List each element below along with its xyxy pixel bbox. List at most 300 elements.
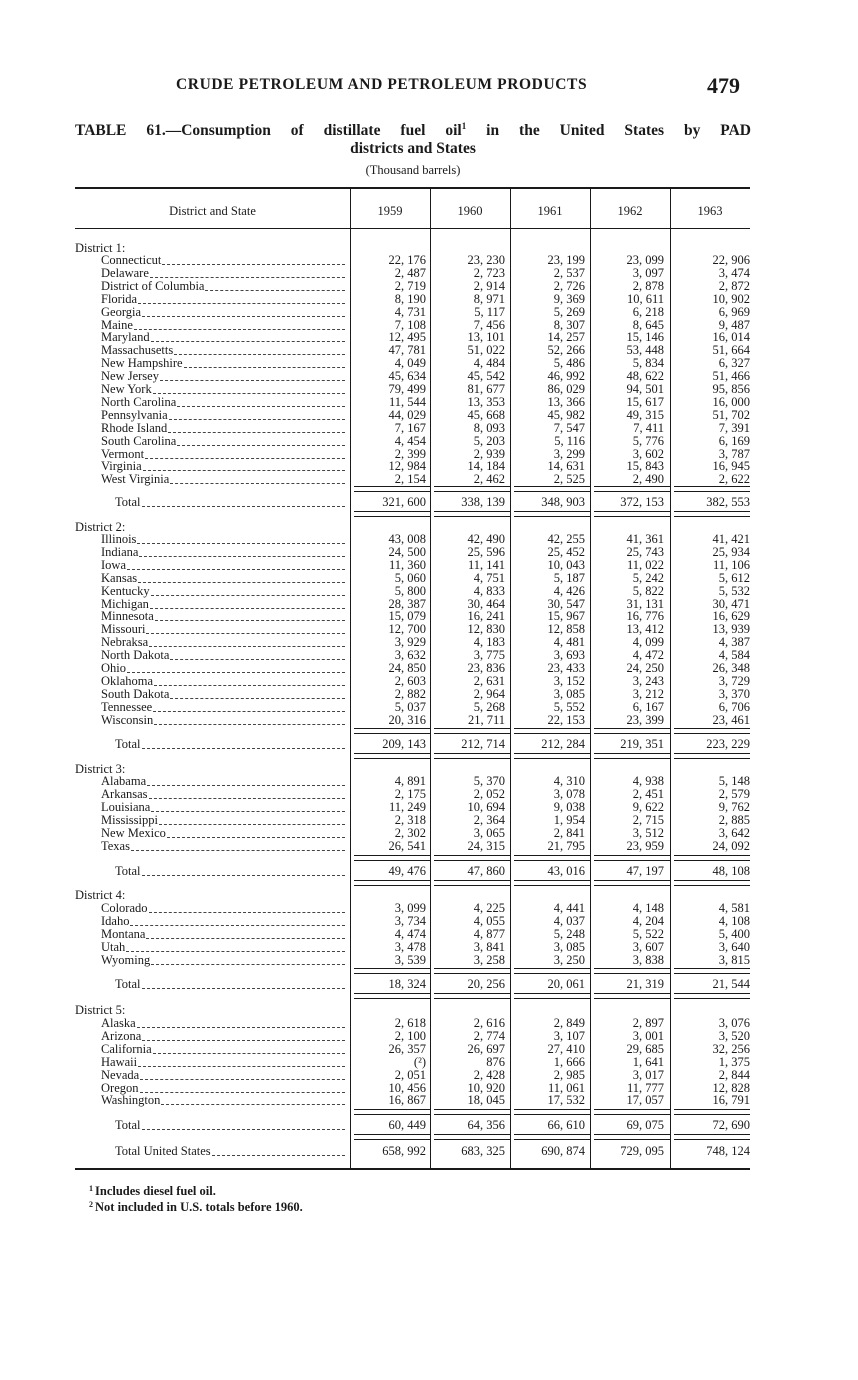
table-cell: 9, 487 bbox=[718, 317, 750, 332]
table-cell: 6, 169 bbox=[718, 433, 750, 448]
dot-leader bbox=[153, 383, 345, 394]
row-label: Vermont bbox=[101, 447, 145, 461]
dot-leader bbox=[154, 675, 345, 686]
table-cell: 13, 366 bbox=[547, 394, 585, 409]
table-row bbox=[101, 422, 346, 435]
row-label: Iowa bbox=[101, 558, 126, 572]
double-rule bbox=[514, 855, 590, 861]
table-cell: 12, 495 bbox=[388, 330, 426, 345]
table-row bbox=[101, 902, 346, 915]
row-label: Washington bbox=[101, 1094, 161, 1108]
row-label: Maine bbox=[101, 318, 133, 332]
row-label: New Jersey bbox=[101, 370, 159, 384]
table-cell: 18, 045 bbox=[467, 1093, 505, 1108]
total-cell: 338, 139 bbox=[461, 495, 505, 509]
table-row bbox=[101, 370, 346, 383]
table-cell: 4, 472 bbox=[632, 648, 664, 663]
row-label: North Carolina bbox=[101, 395, 177, 409]
dot-leader bbox=[140, 1069, 345, 1080]
table-cell: 2, 849 bbox=[553, 1016, 585, 1030]
row-label: Florida bbox=[101, 292, 138, 306]
table-cell: 3, 258 bbox=[473, 952, 505, 967]
row-label: New Hampshire bbox=[101, 357, 183, 371]
table-row bbox=[101, 941, 346, 954]
table-cell: 2, 964 bbox=[473, 686, 505, 701]
table-cell: 4, 099 bbox=[632, 635, 664, 650]
table-cell: 24, 500 bbox=[388, 544, 426, 559]
grand-total-cell: 683, 325 bbox=[461, 1144, 505, 1158]
table-cell: 7, 108 bbox=[394, 317, 426, 332]
table-cell: 21, 795 bbox=[547, 838, 585, 853]
table-cell: 22, 153 bbox=[547, 712, 585, 727]
table-cell: 2, 399 bbox=[394, 446, 426, 461]
double-rule bbox=[594, 968, 670, 974]
dot-leader bbox=[134, 319, 345, 330]
table-title-part-a: TABLE 61.—Consumption of distillate fuel oil bbox=[75, 122, 462, 139]
double-rule bbox=[674, 1109, 750, 1115]
table-cell: 25, 743 bbox=[626, 544, 664, 559]
table-cell: 2, 525 bbox=[553, 472, 585, 487]
table-cell: 2, 154 bbox=[394, 472, 426, 487]
total-row bbox=[115, 738, 346, 751]
table-cell: 25, 452 bbox=[547, 544, 585, 559]
double-rule bbox=[594, 880, 670, 886]
column-header-year: 1962 bbox=[617, 204, 643, 218]
table-cell: 81, 677 bbox=[467, 382, 505, 396]
table-cell: 5, 203 bbox=[473, 433, 505, 448]
table-cell: 43, 008 bbox=[388, 532, 426, 546]
total-cell: 382, 553 bbox=[706, 495, 750, 509]
table-cell: 16, 241 bbox=[467, 609, 505, 624]
table-row bbox=[101, 915, 346, 928]
table-row bbox=[101, 636, 346, 649]
double-rule bbox=[354, 993, 430, 999]
row-label: Massachusetts bbox=[101, 344, 174, 358]
table-row bbox=[101, 598, 346, 611]
table-row bbox=[101, 928, 346, 941]
table-row bbox=[101, 688, 346, 701]
table-cell: 22, 906 bbox=[712, 253, 750, 267]
table-row bbox=[101, 460, 346, 473]
table-cell: 4, 584 bbox=[718, 648, 750, 663]
table-cell: 10, 902 bbox=[712, 291, 750, 306]
table-cell: 24, 092 bbox=[712, 838, 750, 853]
dot-leader bbox=[140, 1082, 346, 1093]
table-cell: 23, 433 bbox=[547, 661, 585, 675]
grand-total-cell: 690, 874 bbox=[541, 1144, 585, 1158]
row-label: Rhode Island bbox=[101, 421, 168, 435]
table-row bbox=[101, 533, 346, 546]
column-header-year: 1959 bbox=[377, 204, 403, 218]
double-rule bbox=[354, 486, 430, 492]
table-cell: 3, 729 bbox=[718, 673, 750, 688]
dot-leader bbox=[137, 1017, 345, 1028]
table-row bbox=[101, 1017, 346, 1030]
dot-leader bbox=[142, 738, 345, 749]
table-cell: 2, 175 bbox=[394, 786, 426, 801]
table-cell: 15, 843 bbox=[626, 459, 664, 474]
dot-leader bbox=[169, 409, 345, 420]
dot-leader bbox=[138, 1056, 345, 1067]
table-cell: 45, 634 bbox=[388, 369, 426, 384]
row-label: District 2: bbox=[75, 521, 126, 534]
table-row bbox=[101, 280, 346, 293]
dot-leader bbox=[138, 572, 345, 583]
total-cell: 60, 449 bbox=[388, 1118, 426, 1132]
double-rule bbox=[514, 753, 590, 759]
row-label: California bbox=[101, 1042, 152, 1056]
table-cell: 26, 348 bbox=[712, 661, 750, 675]
row-label: South Carolina bbox=[101, 434, 177, 448]
table-cell: 86, 029 bbox=[547, 382, 585, 396]
table-cell: 3, 640 bbox=[718, 939, 750, 954]
table-row bbox=[101, 623, 346, 636]
total-cell: 47, 860 bbox=[467, 864, 505, 878]
table-cell: 24, 315 bbox=[467, 838, 505, 853]
footnote-1: $^1$ Includes diesel fuel oil. bbox=[89, 1184, 216, 1198]
dot-leader bbox=[149, 788, 345, 799]
table-cell: 2, 318 bbox=[394, 812, 426, 827]
table-cell: 12, 830 bbox=[467, 622, 505, 637]
table-cell: 11, 106 bbox=[712, 557, 750, 572]
total-cell: 64, 356 bbox=[467, 1118, 505, 1132]
table-cell: 42, 490 bbox=[467, 532, 505, 546]
row-label: Wisconsin bbox=[101, 713, 154, 727]
dot-leader bbox=[170, 688, 345, 699]
row-label: District 3: bbox=[75, 763, 126, 776]
footnotes bbox=[89, 1182, 303, 1214]
double-rule bbox=[674, 511, 750, 517]
table-cell: 3, 078 bbox=[553, 786, 585, 801]
total-cell: 72, 690 bbox=[712, 1118, 750, 1132]
dot-leader bbox=[149, 636, 345, 647]
table-cell: 3, 250 bbox=[553, 952, 585, 967]
table-cell: 7, 456 bbox=[473, 317, 505, 332]
table-cell: 2, 939 bbox=[473, 446, 505, 461]
table-cell: 28, 387 bbox=[388, 596, 426, 611]
table-cell: 3, 841 bbox=[473, 939, 505, 954]
table-cell: 2, 841 bbox=[553, 825, 585, 840]
table-row bbox=[101, 701, 346, 714]
total-cell: 21, 544 bbox=[712, 977, 750, 991]
table-cell: 2, 774 bbox=[473, 1028, 505, 1043]
row-label: Illinois bbox=[101, 533, 137, 546]
column-rule bbox=[670, 189, 671, 1168]
table-cell: 10, 920 bbox=[467, 1080, 505, 1095]
dot-leader bbox=[160, 370, 345, 381]
table-cell: 23, 099 bbox=[626, 253, 664, 267]
table-cell: 2, 616 bbox=[473, 1016, 505, 1030]
dot-leader bbox=[167, 827, 345, 838]
table-cell: 2, 882 bbox=[394, 686, 426, 701]
table-cell: 5, 532 bbox=[718, 583, 750, 598]
table-row bbox=[101, 306, 346, 319]
double-rule bbox=[514, 728, 590, 734]
total-cell: 321, 600 bbox=[382, 495, 426, 509]
dot-leader bbox=[151, 801, 345, 812]
table-cell: 2, 487 bbox=[394, 265, 426, 280]
table-cell: 2, 051 bbox=[394, 1067, 426, 1082]
table-cell: 4, 441 bbox=[553, 901, 585, 915]
row-label: Louisiana bbox=[101, 800, 151, 814]
table-cell: 3, 474 bbox=[718, 265, 750, 280]
table-cell: 41, 361 bbox=[626, 532, 664, 546]
table-row bbox=[101, 1069, 346, 1082]
row-label: Total bbox=[115, 496, 141, 509]
table-cell: 1, 641 bbox=[632, 1054, 664, 1069]
row-label: Utah bbox=[101, 940, 126, 954]
table-cell: 52, 266 bbox=[547, 343, 585, 358]
table-cell: 2, 428 bbox=[473, 1067, 505, 1082]
table-cell: 2, 052 bbox=[473, 786, 505, 801]
table-cell: 11, 544 bbox=[388, 394, 426, 409]
double-rule bbox=[434, 511, 510, 517]
double-rule bbox=[514, 1109, 590, 1115]
grand-total-cell: 729, 095 bbox=[620, 1144, 664, 1158]
table-cell: 1, 954 bbox=[553, 812, 585, 827]
table-cell: 6, 706 bbox=[718, 699, 750, 714]
double-rule bbox=[434, 993, 510, 999]
table-cell: 30, 464 bbox=[467, 596, 505, 611]
double-rule bbox=[594, 511, 670, 517]
table-cell: 5, 242 bbox=[632, 570, 664, 585]
table-cell: 45, 668 bbox=[467, 407, 505, 422]
table-cell: 4, 387 bbox=[718, 635, 750, 650]
row-label: Wyoming bbox=[101, 953, 151, 967]
table-row bbox=[101, 357, 346, 370]
table-cell: 14, 631 bbox=[547, 459, 585, 474]
table-cell: 7, 547 bbox=[553, 420, 585, 435]
total-cell: 219, 351 bbox=[620, 737, 664, 751]
double-rule bbox=[674, 880, 750, 886]
dot-leader bbox=[142, 1030, 345, 1041]
row-label: West Virginia bbox=[101, 473, 170, 487]
table-cell: 5, 552 bbox=[553, 699, 585, 714]
dot-leader bbox=[170, 649, 345, 660]
table-top-rule bbox=[75, 187, 750, 189]
table-cell: 11, 141 bbox=[467, 557, 505, 572]
double-rule bbox=[514, 511, 590, 517]
table-cell: 45, 542 bbox=[467, 369, 505, 384]
row-label: Arizona bbox=[101, 1029, 142, 1043]
table-cell: 4, 938 bbox=[632, 774, 664, 788]
column-rule bbox=[510, 189, 511, 1168]
total-cell: 43, 016 bbox=[547, 864, 585, 878]
table-cell: 2, 723 bbox=[473, 265, 505, 280]
double-rule bbox=[434, 486, 510, 492]
table-cell: 3, 243 bbox=[632, 673, 664, 688]
table-cell: 3, 001 bbox=[632, 1028, 664, 1043]
dot-leader bbox=[162, 254, 345, 265]
table-title-part-b: in the United States by PAD bbox=[466, 122, 751, 139]
table-cell: 8, 645 bbox=[632, 317, 664, 332]
table-cell: 3, 693 bbox=[553, 648, 585, 663]
dot-leader bbox=[146, 928, 345, 939]
table-cell: 3, 478 bbox=[394, 939, 426, 954]
row-label: Total bbox=[115, 738, 141, 751]
table-cell: 4, 454 bbox=[394, 433, 426, 448]
table-cell: 17, 057 bbox=[626, 1093, 664, 1108]
table-cell: 20, 316 bbox=[388, 712, 426, 727]
table-cell: 4, 204 bbox=[632, 913, 664, 928]
row-label: Alaska bbox=[101, 1017, 136, 1030]
table-cell: 4, 474 bbox=[394, 926, 426, 941]
row-label: New Mexico bbox=[101, 826, 166, 840]
table-cell: 5, 776 bbox=[632, 433, 664, 448]
dot-leader bbox=[145, 448, 345, 459]
table-cell: 2, 631 bbox=[473, 673, 505, 688]
table-row bbox=[101, 1094, 346, 1107]
table-cell: 10, 043 bbox=[547, 557, 585, 572]
table-cell: 2, 715 bbox=[632, 812, 664, 827]
double-rule bbox=[594, 1109, 670, 1115]
dot-leader bbox=[154, 714, 345, 725]
table-cell: 3, 512 bbox=[632, 825, 664, 840]
table-cell: 3, 734 bbox=[394, 913, 426, 928]
table-cell: 5, 148 bbox=[718, 774, 750, 788]
column-header-year: 1960 bbox=[457, 204, 483, 218]
table-cell: 24, 850 bbox=[388, 661, 426, 675]
row-label: District 4: bbox=[75, 889, 126, 902]
total-cell: 47, 197 bbox=[626, 864, 664, 878]
table-row bbox=[101, 473, 346, 486]
table-cell: 27, 410 bbox=[547, 1041, 585, 1056]
table-title-line2: districts and States bbox=[350, 140, 476, 157]
table-cell: 15, 967 bbox=[547, 609, 585, 624]
table-cell: 51, 702 bbox=[712, 407, 750, 422]
table-cell: 3, 520 bbox=[718, 1028, 750, 1043]
table-cell: 25, 934 bbox=[712, 544, 750, 559]
table-row bbox=[101, 775, 346, 788]
dot-leader bbox=[149, 902, 345, 913]
table-cell: 2, 878 bbox=[632, 278, 664, 293]
row-label: Georgia bbox=[101, 305, 142, 319]
table-cell: 5, 800 bbox=[394, 583, 426, 598]
table-cell: 53, 448 bbox=[626, 343, 664, 358]
table-cell: 2, 622 bbox=[718, 472, 750, 487]
table-cell: 10, 611 bbox=[626, 291, 664, 306]
table-cell: 3, 065 bbox=[473, 825, 505, 840]
table-cell: 1, 375 bbox=[718, 1054, 750, 1069]
dot-leader bbox=[147, 775, 345, 786]
table-cell: 5, 117 bbox=[474, 304, 505, 319]
row-label: Montana bbox=[101, 927, 146, 941]
row-label: Michigan bbox=[101, 597, 149, 611]
double-rule bbox=[514, 993, 590, 999]
double-rule bbox=[594, 1134, 670, 1140]
double-rule bbox=[354, 1109, 430, 1115]
total-cell: 348, 903 bbox=[541, 495, 585, 509]
table-cell: 3, 632 bbox=[394, 648, 426, 663]
dot-leader bbox=[146, 623, 345, 634]
table-cell: 3, 602 bbox=[632, 446, 664, 461]
table-cell: 5, 269 bbox=[553, 304, 585, 319]
table-cell: 3, 152 bbox=[553, 673, 585, 688]
total-cell: 48, 108 bbox=[712, 864, 750, 878]
table-row bbox=[101, 788, 346, 801]
table-cell: 95, 856 bbox=[712, 382, 750, 396]
table-cell: 15, 079 bbox=[388, 609, 426, 624]
table-row bbox=[101, 1082, 346, 1095]
row-label: South Dakota bbox=[101, 687, 170, 701]
table-row bbox=[101, 319, 346, 332]
double-rule bbox=[594, 993, 670, 999]
total-cell: 69, 075 bbox=[626, 1118, 664, 1132]
table-cell: 23, 199 bbox=[547, 253, 585, 267]
grand-total-cell: 658, 992 bbox=[382, 1144, 426, 1158]
total-cell: 209, 143 bbox=[382, 737, 426, 751]
double-rule bbox=[354, 968, 430, 974]
table-cell: 13, 101 bbox=[467, 330, 505, 345]
table-cell: 7, 391 bbox=[718, 420, 750, 435]
table-row bbox=[101, 675, 346, 688]
double-rule bbox=[354, 1134, 430, 1140]
table-cell: 8, 971 bbox=[473, 291, 505, 306]
table-cell: 10, 456 bbox=[388, 1080, 426, 1095]
row-label: Total United States bbox=[115, 1145, 211, 1158]
table-cell: 16, 629 bbox=[712, 609, 750, 624]
double-rule bbox=[434, 728, 510, 734]
table-cell: 5, 187 bbox=[553, 570, 585, 585]
row-label: Minnesota bbox=[101, 610, 154, 624]
table-cell: 3, 076 bbox=[718, 1016, 750, 1030]
table-cell: 5, 822 bbox=[632, 583, 664, 598]
table-cell: 11, 360 bbox=[388, 557, 426, 572]
table-cell: 26, 541 bbox=[388, 838, 426, 853]
total-cell: 49, 476 bbox=[388, 864, 426, 878]
row-label: Maryland bbox=[101, 331, 150, 345]
table-cell: 2, 719 bbox=[394, 278, 426, 293]
row-label: Total bbox=[115, 865, 141, 878]
row-label: Oregon bbox=[101, 1081, 139, 1095]
row-label: North Dakota bbox=[101, 649, 170, 663]
table-cell: 9, 369 bbox=[553, 291, 585, 306]
table-cell: 2, 579 bbox=[718, 786, 750, 801]
table-cell: 7, 167 bbox=[394, 420, 426, 435]
table-cell: 17, 532 bbox=[547, 1093, 585, 1108]
double-rule bbox=[594, 855, 670, 861]
double-rule bbox=[674, 968, 750, 974]
table-row bbox=[101, 254, 346, 267]
total-cell: 20, 061 bbox=[547, 977, 585, 991]
table-cell: 11, 249 bbox=[388, 799, 426, 814]
dot-leader bbox=[177, 435, 345, 446]
table-cell: 4, 049 bbox=[394, 356, 426, 371]
row-label: Delaware bbox=[101, 266, 149, 280]
dot-leader bbox=[151, 331, 345, 342]
table-cell: 2, 490 bbox=[632, 472, 664, 487]
double-rule bbox=[514, 1134, 590, 1140]
table-row bbox=[101, 435, 346, 448]
table-cell: 16, 867 bbox=[388, 1093, 426, 1108]
table-row bbox=[101, 954, 346, 967]
row-label: Texas bbox=[101, 839, 130, 853]
table-cell: 2, 872 bbox=[718, 278, 750, 293]
row-label: Virginia bbox=[101, 460, 142, 474]
table-cell: 51, 664 bbox=[712, 343, 750, 358]
table-row bbox=[101, 331, 346, 344]
table-cell: 4, 225 bbox=[473, 901, 505, 915]
table-cell: 9, 762 bbox=[718, 799, 750, 814]
table-cell: 23, 399 bbox=[626, 712, 664, 727]
table-cell: 4, 310 bbox=[553, 774, 585, 788]
table-cell: 23, 461 bbox=[712, 712, 750, 727]
table-cell: 4, 484 bbox=[473, 356, 505, 371]
dot-leader bbox=[150, 598, 345, 609]
table-row bbox=[101, 714, 346, 727]
dot-leader bbox=[153, 701, 345, 712]
dot-leader bbox=[170, 473, 345, 484]
